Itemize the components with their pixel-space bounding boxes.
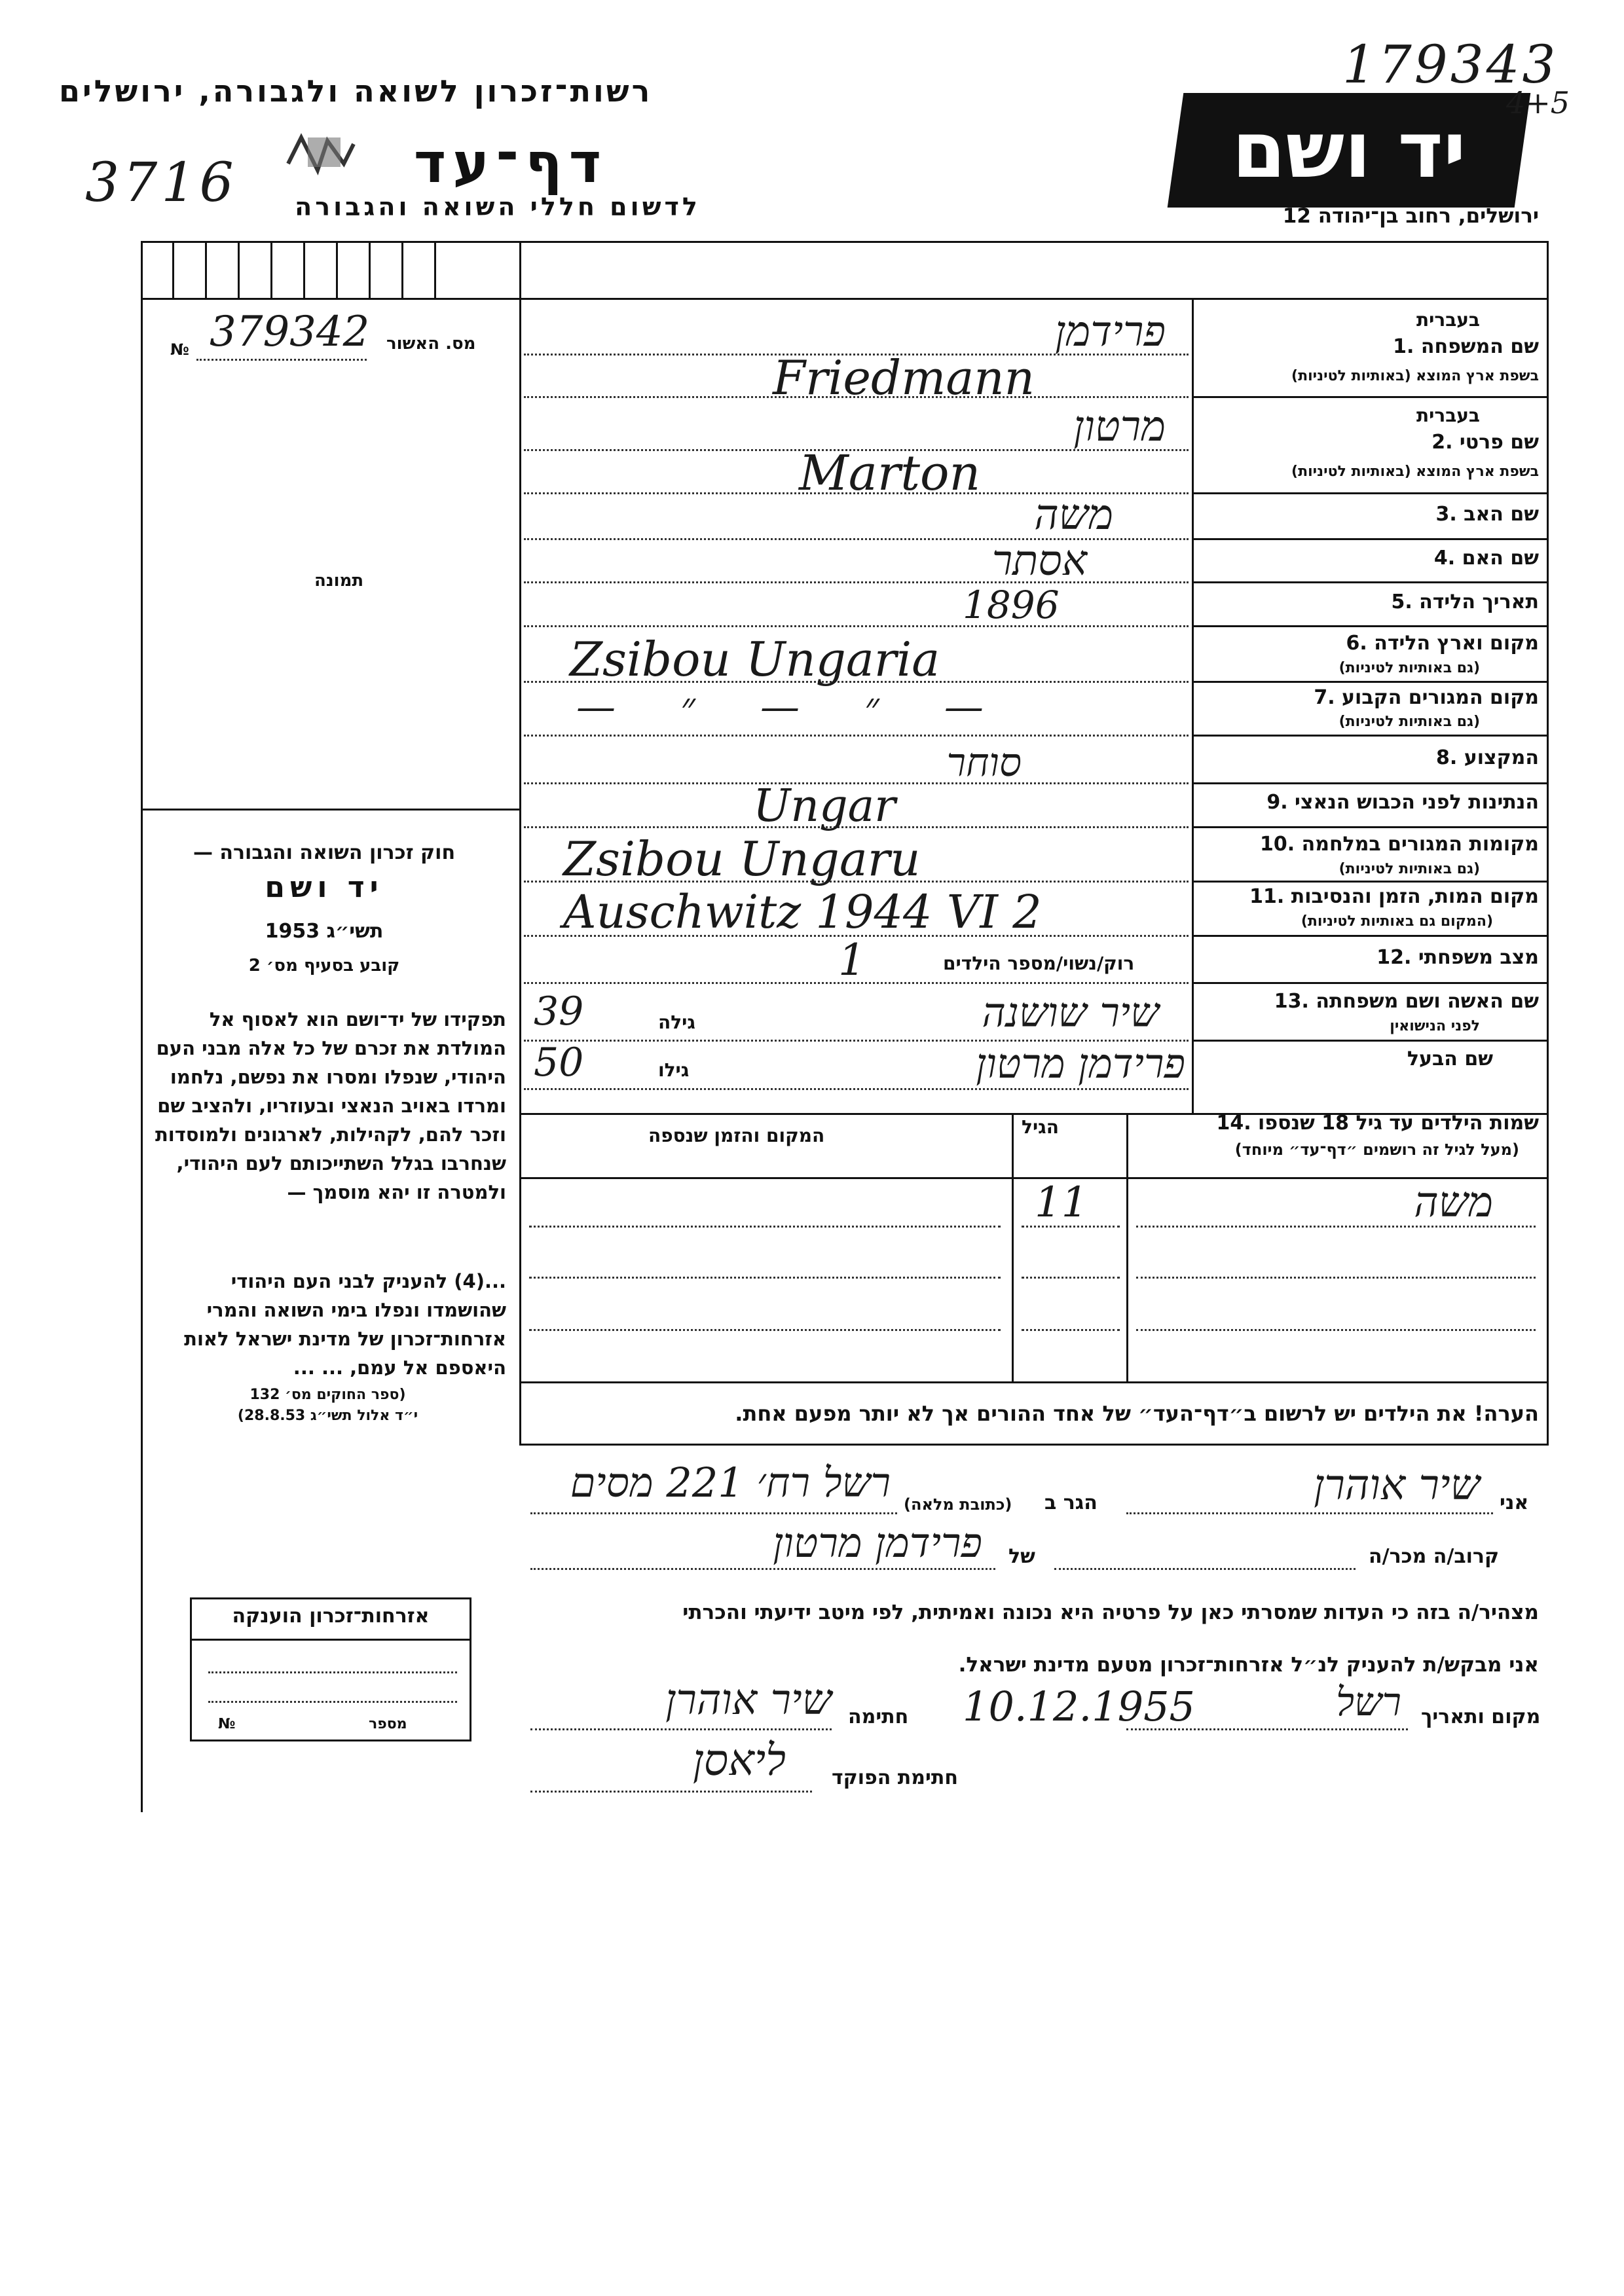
field-6-label: מקום וארץ הלידה .6 <box>1346 632 1539 655</box>
field-13-label: שם האשה ושם משפחתה .13 <box>1274 990 1539 1013</box>
declare-text: מצהיר/ה בזה כי העדות שמסרתי כאן על פרטיה היא נכונה ואמיתית, לפי מיטב ידיעתי והכרתי <box>682 1601 1539 1624</box>
citizenship-no-symbol: № <box>218 1716 236 1732</box>
col-age-label: הגיל <box>1022 1116 1059 1138</box>
law-text-1: תפקידו של יד־ושם הוא לאסוף אל המולדת את זכרם של כל אלה מבני העם היהודי, שנפלו ומסרו את נפשם, נלחמו ומרדו באויב הנאצי ובעוזריו, ולהציב שם וזכר להם, לקהילות, לארגונים ולמוסדות שנחרבו בגלל השתייכותם לעם היהודי, ולמטרה זו יהא מוסמך — <box>155 1008 506 1203</box>
file-no-value: 379342 <box>210 308 370 356</box>
child-name: משה <box>1414 1178 1493 1227</box>
signature-value: שיר אוהרן <box>665 1676 832 1724</box>
children-col-divider-2 <box>1126 1113 1128 1381</box>
frame-right <box>1547 241 1549 1446</box>
hebrew-tag-1: בעברית <box>1416 309 1480 331</box>
field-13-value: שיר שושנה <box>982 989 1159 1036</box>
law-title: חוק זכרון השואה והגבורה — <box>193 841 456 864</box>
wife-age-value: 39 <box>534 989 584 1034</box>
field-6-sub: (גם באותיות לטיניות) <box>1338 660 1480 676</box>
child-age: 11 <box>1035 1178 1088 1227</box>
logo-block <box>1168 93 1531 208</box>
field-6-value: Zsibou Ungaria <box>570 632 940 687</box>
code-boxes <box>143 243 519 298</box>
handwritten-suffix: 4+5 <box>1506 85 1570 120</box>
logo-text: יד ושם <box>1232 105 1466 195</box>
children-sub: (מעל לגיל זה רושמים ״דף־עד״ מיוחד) <box>1234 1140 1519 1159</box>
law-source: (ספר החוקים מס׳ 132 <box>249 1387 406 1403</box>
address-hint: (כתובת מלאה) <box>904 1495 1012 1514</box>
citizenship-no-label: מספר <box>369 1716 407 1732</box>
children-col-divider-1 <box>1012 1113 1014 1381</box>
date-value: 10.12.1955 <box>963 1683 1195 1730</box>
frame-left <box>141 241 143 1812</box>
official-signature-value: ליאסן <box>692 1735 786 1785</box>
file-no-label: מס. האשור <box>386 334 476 354</box>
field-3-value: משה <box>1034 491 1113 539</box>
law-text-2: ...(4) להעניק לבני העם היהודי שהושמדו ונפלו בימי השואה והמרי אזרחות־זכרון של מדינת ישראל לאות היאספם אל עמם, ... ... <box>184 1270 506 1379</box>
field-1-heb-value: פרידמן <box>1054 308 1166 356</box>
field-7-label: מקום המגורים הקבוע .7 <box>1314 686 1539 709</box>
address-value: רשל רח׳ 221 מסים <box>570 1459 891 1506</box>
field-1-label: שם המשפחה .1 <box>1393 335 1539 358</box>
field-13-sub: לפני הנישואין <box>1390 1018 1480 1034</box>
field-11-value: Auschwitz 1944 VI 2 <box>563 885 1042 939</box>
photo-label: תמונה <box>314 571 364 591</box>
field-9-label: הנתינות לפני הכבוש הנאצי .9 <box>1266 791 1539 814</box>
place-value: רשל <box>1335 1679 1401 1725</box>
i-label: אני <box>1500 1491 1529 1514</box>
handwritten-number-top: 179343 <box>1342 34 1559 95</box>
field-7-sub: (גם באותיות לטיניות) <box>1338 714 1480 730</box>
law-year: תשי״ג 1953 <box>265 920 384 943</box>
relative-label: קרוב/ה מכר/ה <box>1369 1545 1500 1568</box>
citizenship-box <box>190 1597 471 1741</box>
law-clause: קובע בסעיף מס׳ 2 <box>248 956 400 975</box>
field-5-label: תאריך הלידה .5 <box>1391 591 1539 613</box>
label-divider <box>1192 298 1194 1113</box>
husband-age-label: גילו <box>658 1059 690 1081</box>
field-2-sub: בשפת ארץ המוצא (באותיות לטיניות) <box>1291 464 1539 480</box>
field-8-label: המקצוע .8 <box>1436 746 1539 769</box>
field-11-label: מקום המות, הזמן והנסיבות .11 <box>1249 885 1539 908</box>
field-10-value: Zsibou Ungaru <box>563 831 921 886</box>
field-4-value: אסתר <box>991 537 1087 585</box>
header-row-line <box>141 298 1549 300</box>
wife-age-label: גילה <box>658 1011 695 1033</box>
field-9-value: Ungar <box>753 780 896 832</box>
note-bottom-line <box>519 1444 1549 1446</box>
field-2-label: שם פרטי .2 <box>1431 431 1539 454</box>
field-8-value: סוחר <box>946 740 1022 786</box>
request-text: אני מבקש/ת להעניק לנ״ל אזרחות־זכרון מטעם מדינת ישראל. <box>958 1653 1539 1677</box>
husband-age-value: 50 <box>534 1040 584 1085</box>
husband-label: שם הבעל <box>1407 1048 1493 1070</box>
sidebar-divider <box>519 241 521 1446</box>
institution-name: רשות־זכרון לשואה ולגבורה, ירושלים <box>59 73 653 109</box>
note-top-line <box>519 1381 1549 1383</box>
resides-label: הגר ב <box>1044 1491 1098 1514</box>
field-12-value: 1 <box>838 935 866 985</box>
field-12-options: רוק/נשוי/מספר הילדים <box>943 953 1135 974</box>
field-10-label: מקומות המגורים במלחמה .10 <box>1260 833 1539 856</box>
citizenship-box-title: אזרחות־זכרון הוענקה <box>232 1605 430 1628</box>
husband-value: פרידמן מרטון <box>976 1040 1185 1087</box>
field-2-lat-value: Marton <box>799 445 981 501</box>
file-no-symbol: № <box>170 340 189 359</box>
field-11-sub: (המקום גם באותיות לטיניות) <box>1301 913 1493 930</box>
law-emblem: יד ושם <box>265 871 384 904</box>
form-title: דף־עד <box>413 131 608 195</box>
hebrew-tag-2: בעברית <box>1416 405 1480 426</box>
law-date: י״ד אלול תשי״ג 28.8.53) <box>237 1408 418 1424</box>
handwritten-number-left: 3716 <box>85 152 238 214</box>
file-no-line <box>196 359 367 361</box>
sidebar-section-line <box>141 809 521 811</box>
field-4-label: שם האם .4 <box>1433 547 1539 570</box>
of-value: פרידמן מרטון <box>773 1519 982 1567</box>
children-label: שמות הילדים עד גיל 18 שנספו .14 <box>1216 1112 1539 1135</box>
field-7-value: — ״ — ״ — <box>576 684 1010 730</box>
form-subtitle: לדשום חללי השואה והגבורה <box>295 192 701 221</box>
field-5-value: 1896 <box>963 583 1060 627</box>
field-2-heb-value: מרטון <box>1073 403 1166 451</box>
place-date-label: מקום ותאריך <box>1421 1705 1541 1728</box>
field-3-label: שם האב .3 <box>1435 503 1539 526</box>
note: הערה! את הילדים יש לרשום ב״דף־העד״ של אחד ההורים אך לא יותר מפעם אחת. <box>735 1401 1539 1426</box>
field-1-lat-value: Friedmann <box>773 350 1035 405</box>
field-12-label: מצב משפחתי .12 <box>1376 946 1539 969</box>
official-signature-label: חתימת הפוקד <box>832 1766 958 1789</box>
address: ירושלים, רחוב בן־יהודה 12 <box>1282 204 1539 228</box>
of-label: של <box>1008 1545 1035 1568</box>
declarant-name: שיר אוהרן <box>1314 1461 1480 1510</box>
col-place-label: המקום והזמן שנספה <box>648 1125 825 1146</box>
field-1-sub: בשפת ארץ המוצא (באותיות לטיניות) <box>1291 368 1539 384</box>
scribble-mark <box>282 124 360 183</box>
field-10-sub: (גם באותיות לטיניות) <box>1338 861 1480 877</box>
signature-label: חתימה <box>848 1705 909 1728</box>
